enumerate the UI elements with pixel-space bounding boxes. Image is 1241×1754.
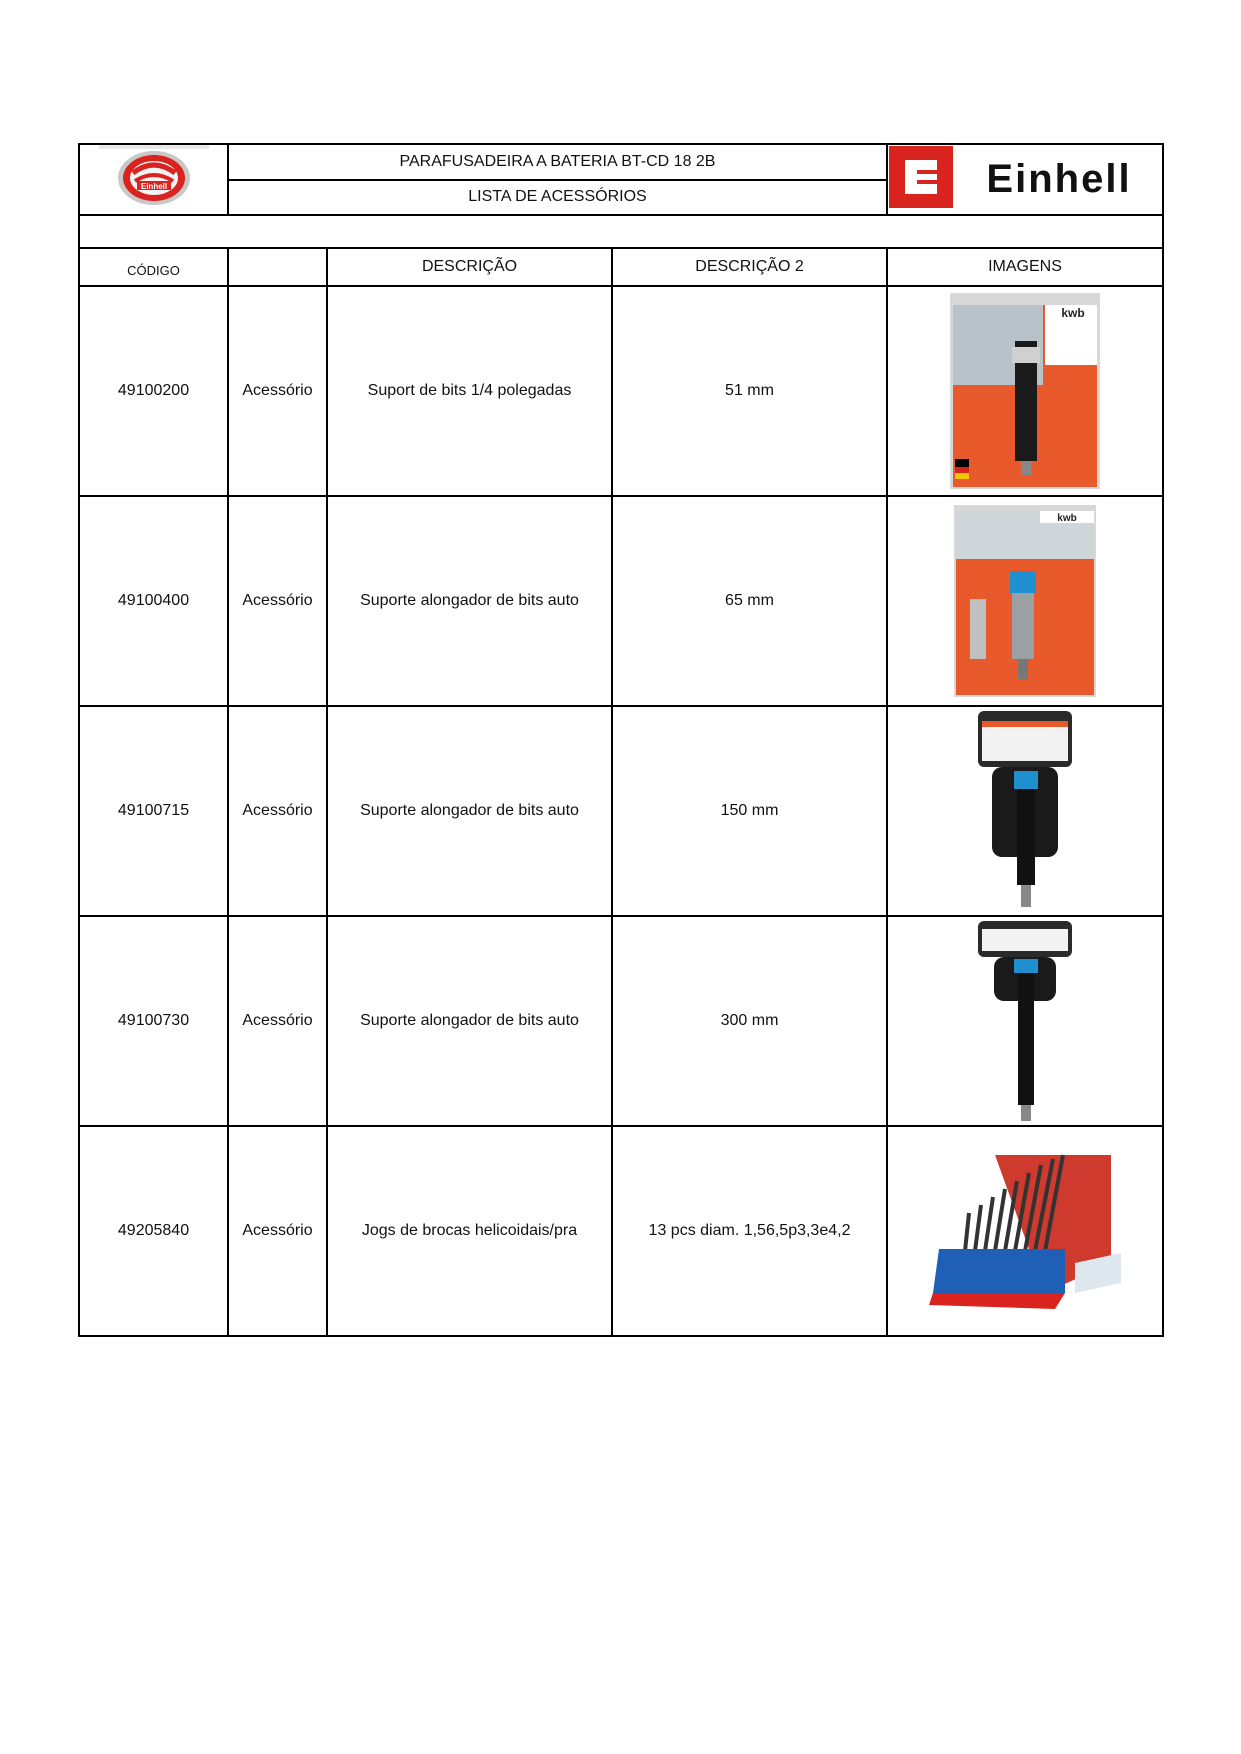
document-subtitle: LISTA DE ACESSÓRIOS	[228, 180, 887, 216]
column-header-description2: DESCRIÇÃO 2	[612, 248, 887, 286]
column-header-description: DESCRIÇÃO	[327, 248, 612, 286]
cell-description2: 150 mm	[612, 706, 887, 916]
cell-description2: 65 mm	[612, 496, 887, 706]
cell-description: Suporte alongador de bits auto	[327, 496, 612, 706]
header-row-title	[79, 144, 1163, 180]
cell-type: Acessório	[228, 286, 327, 496]
cell-image	[887, 286, 1163, 496]
einhell-seal-logo	[99, 145, 209, 209]
cell-image	[887, 496, 1163, 706]
cell-description: Suport de bits 1/4 polegadas	[327, 286, 612, 496]
column-header-row	[79, 248, 1163, 286]
cell-code: 49100715	[79, 706, 228, 916]
cell-description2: 51 mm	[612, 286, 887, 496]
cell-image	[887, 706, 1163, 916]
header-spacer-row	[79, 215, 1163, 248]
kwb-extension-150-hanger-image	[970, 709, 1080, 913]
kwb-bit-holder-package-image	[945, 291, 1105, 491]
column-header-type	[228, 248, 327, 286]
column-header-images: IMAGENS	[887, 248, 1163, 286]
seal-text: Einhell	[140, 182, 167, 191]
spacer-cell	[79, 215, 1163, 248]
cell-description: Suporte alongador de bits auto	[327, 706, 612, 916]
column-header-code: CÓDIGO	[79, 248, 228, 286]
einhell-brand-logo	[889, 146, 1161, 208]
cell-description: Suporte alongador de bits auto	[327, 916, 612, 1126]
cell-code: 49100400	[79, 496, 228, 706]
table-row	[79, 496, 1163, 706]
cell-image	[887, 1126, 1163, 1336]
svg-text:kwb: kwb	[1061, 306, 1085, 320]
cell-type: Acessório	[228, 916, 327, 1126]
cell-type: Acessório	[228, 706, 327, 916]
cell-code: 49205840	[79, 1126, 228, 1336]
brand-logo-cell	[887, 144, 1163, 215]
drill-bit-set-case-image	[925, 1143, 1125, 1319]
table-row	[79, 916, 1163, 1126]
cell-description: Jogs de brocas helicoidais/pra	[327, 1126, 612, 1336]
accessories-sheet	[78, 143, 1162, 1337]
kwb-bit-extension-package-image	[950, 503, 1100, 699]
seal-logo-cell	[79, 144, 228, 215]
cell-image	[887, 916, 1163, 1126]
svg-text:kwb: kwb	[1057, 513, 1077, 524]
cell-code: 49100730	[79, 916, 228, 1126]
cell-type: Acessório	[228, 496, 327, 706]
table-row	[79, 1126, 1163, 1336]
cell-type: Acessório	[228, 1126, 327, 1336]
table-row	[79, 706, 1163, 916]
cell-description2: 300 mm	[612, 916, 887, 1126]
brand-logo-text: Einhell	[986, 157, 1132, 201]
document-title: PARAFUSADEIRA A BATERIA BT-CD 18 2B	[228, 144, 887, 180]
accessories-table	[78, 143, 1164, 1337]
table-row	[79, 286, 1163, 496]
cell-code: 49100200	[79, 286, 228, 496]
kwb-extension-300-hanger-image	[970, 919, 1080, 1123]
cell-description2: 13 pcs diam. 1,56,5p3,3e4,2	[612, 1126, 887, 1336]
